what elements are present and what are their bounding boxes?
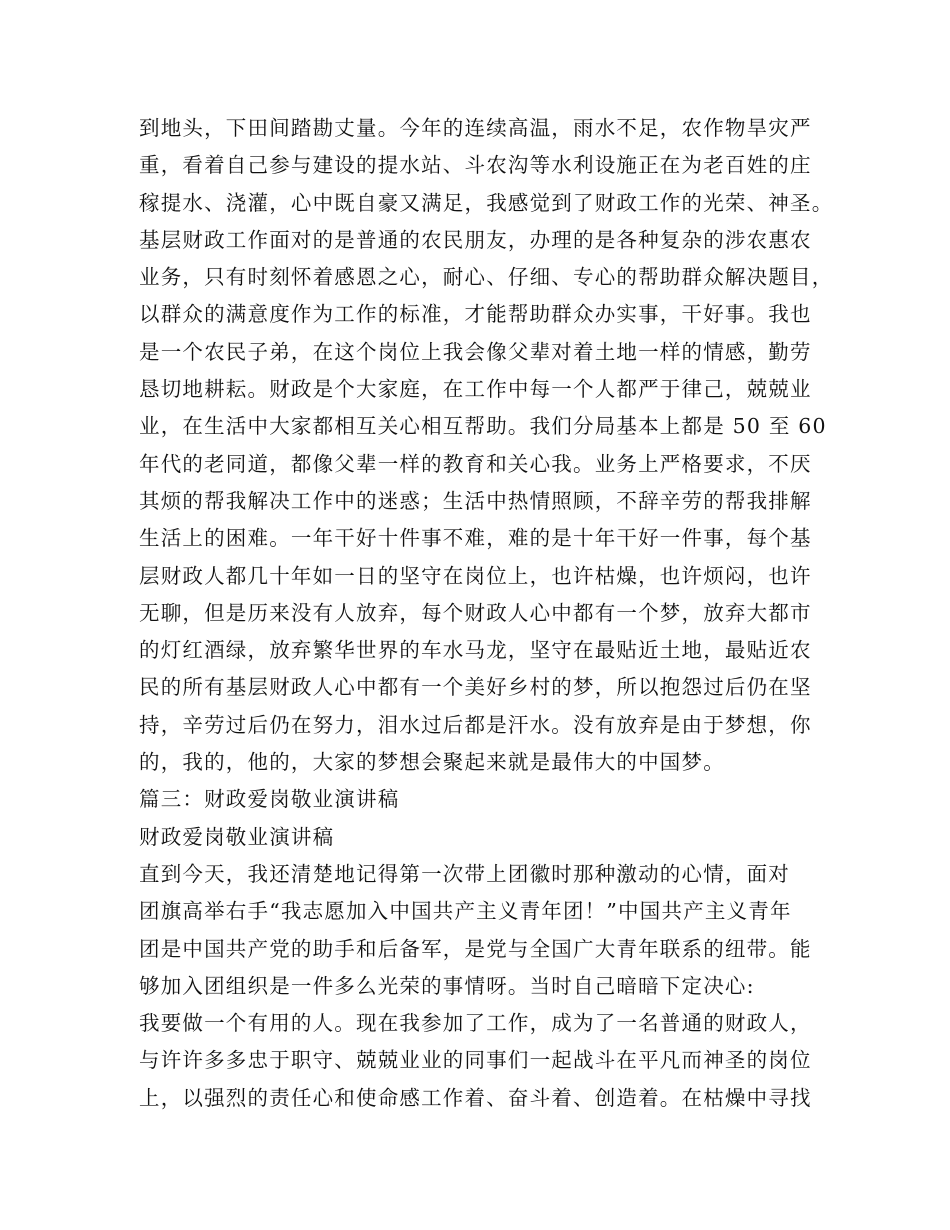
text-line: 我要做一个有用的人。现在我参加了工作，成为了一名普通的财政人，: [139, 1011, 812, 1036]
text-line: 年代的老同道，都像父辈一样的教育和关心我。业务上严格要求，不厌: [139, 451, 812, 476]
text-line: 持，辛劳过后仍在努力，泪水过后都是汗水。没有放弃是由于梦想，你: [139, 712, 812, 737]
text-line: 重，看着自己参与建设的提水站、斗农沟等水利设施正在为老百姓的庄: [139, 153, 812, 178]
text-line: 业务，只有时刻怀着感恩之心，耐心、仔细、专心的帮助群众解决题目，: [139, 265, 834, 290]
text-line: 基层财政工作面对的是普通的农民朋友，办理的是各种复杂的涉农惠农: [139, 227, 812, 252]
text-line: 恳切地耕耘。财政是个大家庭，在工作中每一个人都严于律己，兢兢业: [139, 377, 812, 402]
text-line: 的灯红酒绿，放弃繁华世界的车水马龙，坚守在最贴近土地，最贴近农: [139, 638, 812, 663]
text-line: 的，我的，他的，大家的梦想会聚起来就是最伟大的中国梦。: [139, 750, 725, 775]
text-line: 民的所有基层财政人心中都有一个美好乡村的梦，所以抱怨过后仍在坚: [139, 675, 812, 700]
text-line: 其烦的帮我解决工作中的迷惑；生活中热情照顾，不辞辛劳的帮我排解: [139, 488, 812, 513]
text-line: 稼提水、浇灌，心中既自豪又满足，我感觉到了财政工作的光荣、神圣。: [139, 190, 834, 215]
text-line: 够加入团组织是一件多么光荣的事情呀。当时自己暗暗下定决心:: [139, 973, 755, 998]
text-line: 直到今天，我还清楚地记得第一次带上团徽时那种激动的心情，面对: [139, 861, 790, 886]
text-line: 团是中国共产党的助手和后备军，是党与全国广大青年联系的纽带。能: [139, 936, 812, 961]
text-line: 是一个农民子弟，在这个岗位上我会像父辈对着土地一样的情感，勤劳: [139, 339, 812, 364]
text-line: 团旗高举右手“我志愿加入中国共产主义青年团！”中国共产主义青年: [139, 899, 792, 924]
text-line: 生活上的困难。一年干好十件事不难，难的是十年干好一件事，每个基: [139, 526, 812, 551]
text-line: 到地头，下田间踏勘丈量。今年的连续高温，雨水不足，农作物旱灾严: [139, 116, 812, 140]
text-line: 层财政人都几十年如一日的坚守在岗位上，也许枯燥，也许烦闷，也许: [139, 563, 812, 588]
section-heading: 篇三：财政爱岗敬业演讲稿: [139, 787, 400, 812]
text-line: 上，以强烈的责任心和使命感工作着、奋斗着、创造着。在枯燥中寻找: [139, 1085, 812, 1110]
text-line: 业，在生活中大家都相互关心相互帮助。我们分局基本上都是 50 至 60: [139, 414, 827, 439]
text-line: 无聊，但是历来没有人放弃，每个财政人心中都有一个梦，放弃大都市: [139, 600, 812, 625]
text-line: 与许许多多忠于职守、兢兢业业的同事们一起战斗在平凡而神圣的岗位: [139, 1048, 812, 1073]
text-line: 以群众的满意度作为工作的标准，才能帮助群众办实事，干好事。我也: [139, 302, 812, 327]
document-body: [139, 110, 834, 1117]
speech-title: 财政爱岗敬业演讲稿: [139, 824, 335, 849]
